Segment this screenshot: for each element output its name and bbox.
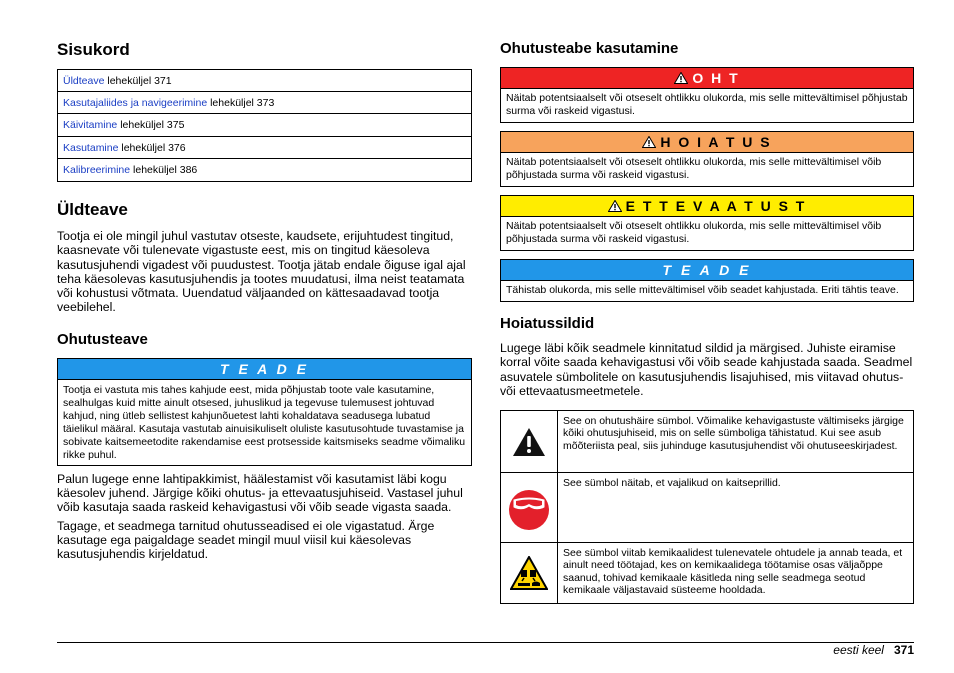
symbol-icon-cell	[501, 473, 558, 542]
symbol-row	[501, 473, 913, 543]
caution-text: Näitab potentsiaalselt või otseselt ohtlikku olukorda, mis selle mittevältimisel võib põhjustada surma või raskeid vigastusi.	[506, 220, 882, 245]
notice-box	[57, 358, 472, 466]
toc-link[interactable]: Üldteave	[63, 75, 105, 87]
safety-heading: Ohutusteave	[57, 330, 148, 348]
toc-link[interactable]: Kasutajaliides ja navigeerimine	[63, 97, 208, 110]
labels-text: Lugege läbi kõik seadmele kinnitatud sildid ja märgised. Juhiste eiramise korral võite saada kehavigastusi või võib seade kahjustada saada. Seadmel asuvatele sümbolitele on kasutusjuhendis lisajuhised, mis viitavad ohutus- või ettevaatusmeetmetele.	[500, 341, 913, 398]
notice-label: T E A D E	[501, 260, 913, 281]
corrosive-chemical-icon	[510, 556, 548, 590]
warning-text: Näitab potentsiaalselt või otseselt ohtlikku olukorda, mis selle mittevältimisel võib põhjustada surma või raskeid vigastusi.	[506, 156, 882, 181]
toc-row	[58, 159, 471, 181]
general-heading: Üldteave	[57, 199, 128, 219]
warning-triangle-icon	[512, 427, 546, 457]
paragraph: Tagage, et seadmega tarnitud ohutusseadised ei ole vigastatud. Ärge kasutage ega paigaldage seadet mingil muul viisil kui käesolevas kasutusjuhendis kirjeldatud.	[57, 518, 435, 562]
danger-label: O H T	[692, 70, 740, 86]
toc-page-ref: leheküljel 386	[130, 163, 198, 176]
symbol-icon-cell	[501, 411, 558, 472]
left-column	[57, 40, 472, 562]
right-column	[500, 40, 914, 604]
toc-row	[58, 92, 471, 114]
caution-label: E T T E V A A T U S T	[625, 198, 807, 214]
toc-row	[58, 114, 471, 136]
caution-bar	[501, 196, 913, 217]
general-text: Tootja ei ole mingil juhul vastutav otseste, kaudsete, erijuhtudest tingitud, kaasnevate või tulenevate vigastuste eest, mis on tingitud käesoleva kasutusjuhendi vigadest või puudustest. Tootja jätab endale õiguse igal ajal teha käesolevas kasutusjuhendis ja tootes muudatusi, ilma neist teatamata või kohustusi võtmata. Uuendatud väljaanded on kättesaadavad tootja veebilehel.	[57, 228, 466, 315]
symbol-text: See sümbol näitab, et vajalikud on kaitseprillid.	[563, 477, 781, 490]
toc-link[interactable]: Kasutamine	[63, 141, 119, 154]
danger-bar	[501, 68, 913, 89]
caution-box	[500, 195, 914, 251]
danger-box	[500, 67, 914, 123]
toc-page-ref: leheküljel 373	[207, 97, 275, 110]
symbol-text: See sümbol viitab kemikaalidest tulenevatele ohtudele ja annab teada, et ainult need töötajad, kes on kemikaalidega töötamise osas väljaõppe saanud, tohivad kemikaale käsitleda ning selle seadmega seotud kemikaale väljastavaid süsteeme hooldada.	[563, 547, 903, 597]
warning-box	[500, 131, 914, 187]
toc-link[interactable]: Käivitamine	[63, 119, 118, 132]
toc-row	[58, 70, 471, 92]
warning-triangle-icon	[674, 72, 688, 84]
toc-page-ref: leheküljel 376	[118, 141, 186, 154]
warning-triangle-icon	[642, 136, 656, 148]
warning-label: H O I A T U S	[660, 134, 772, 150]
symbol-text: See on ohutushäire sümbol. Võimalike kehavigastuste vältimiseks järgige kõiki ohutusjuhiseid, mis on selle sümboliga tähistatud. Kui see asub mõõteriista peal, siis juhinduge kasutusjuhendist või ohutuseeskirjadest.	[563, 415, 904, 452]
toc-link[interactable]: Kalibreerimine	[63, 163, 131, 176]
page-footer	[833, 643, 914, 657]
symbol-icon-cell	[501, 543, 558, 603]
toc-table	[57, 69, 472, 182]
symbol-row	[501, 543, 913, 603]
notice-text: Tootja ei vastuta mis tahes kahjude eest, mida põhjustab toote vale kasutamine, sealhulgas kuid mitte ainult otsesed, juhuslikud ja tegevuse tulemusest johtuvad kahjud, ning ütleb sellistest kahjunõuetest lahti kohaldatava seadusega lubatud täielikul määral. Kasutaja vastutab ainuisikuliselt oluliste kasutusohtude tuvastamise ja sobivate kaitsemeetodite rakendamise eest protsesside kaitsmiseks seadme võimaliku rikke puhul.	[63, 383, 466, 461]
toc-page-ref: leheküljel 375	[117, 119, 185, 132]
toc-page-ref: leheküljel 371	[104, 75, 172, 87]
toc-heading: Sisukord	[57, 40, 130, 59]
danger-text: Näitab potentsiaalselt või otseselt ohtlikku olukorda, mis selle mittevältimisel põhjustab surma või raskeid vigastusi.	[506, 92, 908, 117]
usage-heading: Ohutusteabe kasutamine	[500, 40, 679, 57]
footer-language: eesti keel	[833, 643, 884, 657]
page-number: 371	[893, 643, 914, 657]
labels-heading: Hoiatussildid	[500, 315, 595, 332]
toc-row	[58, 137, 471, 159]
notice-text: Tähistab olukorda, mis selle mittevältimisel võib seadet kahjustada. Eriti tähtis teave.	[506, 284, 899, 296]
footer-divider	[57, 642, 914, 643]
notice-box	[500, 259, 914, 302]
safety-glasses-icon	[506, 485, 552, 531]
warning-bar	[501, 132, 913, 153]
symbols-table	[500, 410, 914, 604]
paragraph: Palun lugege enne lahtipakkimist, häälestamist või kasutamist läbi kogu käesolev juhend. Järgige kõiki ohutus- ja ettevaatusjuhiseid. Vastasel juhul võib kasutaja saada raskeid kehavigastusi või võib seade vigasta saada.	[57, 471, 463, 515]
notice-label: T E A D E	[58, 359, 471, 380]
symbol-row	[501, 411, 913, 473]
warning-triangle-icon	[608, 200, 622, 212]
